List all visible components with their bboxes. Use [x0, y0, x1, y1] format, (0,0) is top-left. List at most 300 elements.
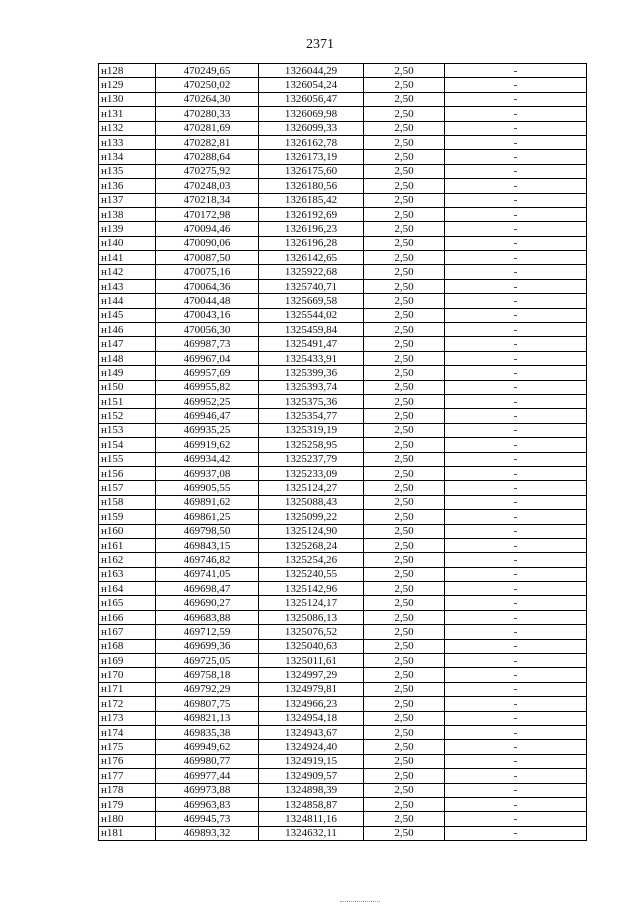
- error-value-cell: 2,50: [364, 769, 445, 783]
- note-cell: -: [445, 697, 587, 711]
- table-row: [99, 495, 587, 509]
- y-coordinate-cell: 1326180,56: [259, 179, 364, 193]
- table-row: [99, 78, 587, 92]
- table-row: [99, 481, 587, 495]
- y-coordinate-cell: 1325254,26: [259, 553, 364, 567]
- table-row: [99, 351, 587, 365]
- note-cell: -: [445, 423, 587, 437]
- error-value-cell: 2,50: [364, 654, 445, 668]
- note-cell: -: [445, 121, 587, 135]
- error-value-cell: 2,50: [364, 193, 445, 207]
- table-row: [99, 553, 587, 567]
- x-coordinate-cell: 470172,98: [156, 207, 259, 221]
- error-value-cell: 2,50: [364, 567, 445, 581]
- y-coordinate-cell: 1325669,58: [259, 294, 364, 308]
- table-row: [99, 236, 587, 250]
- note-cell: -: [445, 797, 587, 811]
- point-id-cell: н157: [99, 481, 156, 495]
- point-id-cell: н181: [99, 826, 156, 840]
- error-value-cell: 2,50: [364, 92, 445, 106]
- table-row: [99, 251, 587, 265]
- x-coordinate-cell: 469967,04: [156, 351, 259, 365]
- y-coordinate-cell: 1326173,19: [259, 150, 364, 164]
- y-coordinate-cell: 1325124,27: [259, 481, 364, 495]
- y-coordinate-cell: 1325319,19: [259, 423, 364, 437]
- y-coordinate-cell: 1326185,42: [259, 193, 364, 207]
- x-coordinate-cell: 469698,47: [156, 582, 259, 596]
- y-coordinate-cell: 1324954,18: [259, 711, 364, 725]
- table-row: [99, 797, 587, 811]
- point-id-cell: н148: [99, 351, 156, 365]
- error-value-cell: 2,50: [364, 582, 445, 596]
- point-id-cell: н152: [99, 409, 156, 423]
- note-cell: -: [445, 668, 587, 682]
- error-value-cell: 2,50: [364, 481, 445, 495]
- point-id-cell: н142: [99, 265, 156, 279]
- note-cell: -: [445, 164, 587, 178]
- y-coordinate-cell: 1325076,52: [259, 625, 364, 639]
- error-value-cell: 2,50: [364, 783, 445, 797]
- x-coordinate-cell: 469937,08: [156, 466, 259, 480]
- table-row: [99, 682, 587, 696]
- table-row: [99, 510, 587, 524]
- point-id-cell: н138: [99, 207, 156, 221]
- table-row: [99, 179, 587, 193]
- note-cell: -: [445, 380, 587, 394]
- point-id-cell: н160: [99, 524, 156, 538]
- point-id-cell: н179: [99, 797, 156, 811]
- error-value-cell: 2,50: [364, 337, 445, 351]
- error-value-cell: 2,50: [364, 826, 445, 840]
- note-cell: -: [445, 625, 587, 639]
- point-id-cell: н149: [99, 366, 156, 380]
- point-id-cell: н173: [99, 711, 156, 725]
- table-row: [99, 567, 587, 581]
- error-value-cell: 2,50: [364, 524, 445, 538]
- point-id-cell: н166: [99, 610, 156, 624]
- table-row: [99, 279, 587, 293]
- note-cell: -: [445, 308, 587, 322]
- error-value-cell: 2,50: [364, 409, 445, 423]
- x-coordinate-cell: 469690,27: [156, 596, 259, 610]
- y-coordinate-cell: 1325354,77: [259, 409, 364, 423]
- x-coordinate-cell: 469712,59: [156, 625, 259, 639]
- error-value-cell: 2,50: [364, 423, 445, 437]
- y-coordinate-cell: 1326196,23: [259, 222, 364, 236]
- point-id-cell: н143: [99, 279, 156, 293]
- table-row: [99, 783, 587, 797]
- point-id-cell: н136: [99, 179, 156, 193]
- point-id-cell: н161: [99, 538, 156, 552]
- x-coordinate-cell: 470064,36: [156, 279, 259, 293]
- x-coordinate-cell: 469952,25: [156, 394, 259, 408]
- y-coordinate-cell: 1326069,98: [259, 107, 364, 121]
- error-value-cell: 2,50: [364, 754, 445, 768]
- x-coordinate-cell: 470044,48: [156, 294, 259, 308]
- x-coordinate-cell: 469893,32: [156, 826, 259, 840]
- x-coordinate-cell: 469905,55: [156, 481, 259, 495]
- table-row: [99, 812, 587, 826]
- note-cell: -: [445, 639, 587, 653]
- note-cell: -: [445, 466, 587, 480]
- y-coordinate-cell: 1326054,24: [259, 78, 364, 92]
- note-cell: -: [445, 711, 587, 725]
- note-cell: -: [445, 92, 587, 106]
- note-cell: -: [445, 610, 587, 624]
- coordinates-table: [98, 63, 587, 841]
- y-coordinate-cell: 1324943,67: [259, 725, 364, 739]
- table-row: [99, 265, 587, 279]
- point-id-cell: н135: [99, 164, 156, 178]
- note-cell: -: [445, 409, 587, 423]
- table-row: [99, 754, 587, 768]
- x-coordinate-cell: 470281,69: [156, 121, 259, 135]
- y-coordinate-cell: 1325088,43: [259, 495, 364, 509]
- error-value-cell: 2,50: [364, 394, 445, 408]
- note-cell: -: [445, 567, 587, 581]
- table-row: [99, 92, 587, 106]
- note-cell: -: [445, 351, 587, 365]
- x-coordinate-cell: 469725,05: [156, 654, 259, 668]
- point-id-cell: н133: [99, 135, 156, 149]
- note-cell: -: [445, 740, 587, 754]
- y-coordinate-cell: 1324632,11: [259, 826, 364, 840]
- x-coordinate-cell: 469934,42: [156, 452, 259, 466]
- point-id-cell: н145: [99, 308, 156, 322]
- point-id-cell: н158: [99, 495, 156, 509]
- point-id-cell: н137: [99, 193, 156, 207]
- y-coordinate-cell: 1324924,40: [259, 740, 364, 754]
- point-id-cell: н177: [99, 769, 156, 783]
- y-coordinate-cell: 1324979,81: [259, 682, 364, 696]
- note-cell: -: [445, 150, 587, 164]
- x-coordinate-cell: 469746,82: [156, 553, 259, 567]
- note-cell: -: [445, 222, 587, 236]
- x-coordinate-cell: 469955,82: [156, 380, 259, 394]
- point-id-cell: н159: [99, 510, 156, 524]
- point-id-cell: н156: [99, 466, 156, 480]
- note-cell: -: [445, 236, 587, 250]
- note-cell: -: [445, 769, 587, 783]
- table-row: [99, 740, 587, 754]
- x-coordinate-cell: 470282,81: [156, 135, 259, 149]
- note-cell: -: [445, 279, 587, 293]
- y-coordinate-cell: 1325124,17: [259, 596, 364, 610]
- note-cell: -: [445, 582, 587, 596]
- y-coordinate-cell: 1325491,47: [259, 337, 364, 351]
- error-value-cell: 2,50: [364, 596, 445, 610]
- note-cell: -: [445, 207, 587, 221]
- table-row: [99, 452, 587, 466]
- x-coordinate-cell: 469843,15: [156, 538, 259, 552]
- point-id-cell: н174: [99, 725, 156, 739]
- error-value-cell: 2,50: [364, 323, 445, 337]
- x-coordinate-cell: 470275,92: [156, 164, 259, 178]
- table-row: [99, 308, 587, 322]
- table-row: [99, 366, 587, 380]
- x-coordinate-cell: 469891,62: [156, 495, 259, 509]
- note-cell: -: [445, 179, 587, 193]
- x-coordinate-cell: 470090,06: [156, 236, 259, 250]
- x-coordinate-cell: 470250,02: [156, 78, 259, 92]
- table-row: [99, 337, 587, 351]
- note-cell: -: [445, 64, 587, 78]
- error-value-cell: 2,50: [364, 438, 445, 452]
- note-cell: -: [445, 294, 587, 308]
- y-coordinate-cell: 1325086,13: [259, 610, 364, 624]
- table-row: [99, 394, 587, 408]
- x-coordinate-cell: 469977,44: [156, 769, 259, 783]
- y-coordinate-cell: 1325011,61: [259, 654, 364, 668]
- table-row: [99, 380, 587, 394]
- table-row: [99, 582, 587, 596]
- y-coordinate-cell: 1324909,57: [259, 769, 364, 783]
- x-coordinate-cell: 470094,46: [156, 222, 259, 236]
- y-coordinate-cell: 1326192,69: [259, 207, 364, 221]
- y-coordinate-cell: 1325268,24: [259, 538, 364, 552]
- x-coordinate-cell: 470280,33: [156, 107, 259, 121]
- x-coordinate-cell: 470056,30: [156, 323, 259, 337]
- y-coordinate-cell: 1324811,16: [259, 812, 364, 826]
- y-coordinate-cell: 1326056,47: [259, 92, 364, 106]
- x-coordinate-cell: 469919,62: [156, 438, 259, 452]
- error-value-cell: 2,50: [364, 107, 445, 121]
- note-cell: -: [445, 337, 587, 351]
- x-coordinate-cell: 470288,64: [156, 150, 259, 164]
- note-cell: -: [445, 826, 587, 840]
- x-coordinate-cell: 469835,38: [156, 725, 259, 739]
- point-id-cell: н168: [99, 639, 156, 653]
- y-coordinate-cell: 1325233,09: [259, 466, 364, 480]
- note-cell: -: [445, 452, 587, 466]
- point-id-cell: н163: [99, 567, 156, 581]
- error-value-cell: 2,50: [364, 725, 445, 739]
- x-coordinate-cell: 469758,18: [156, 668, 259, 682]
- table-row: [99, 207, 587, 221]
- error-value-cell: 2,50: [364, 668, 445, 682]
- note-cell: -: [445, 193, 587, 207]
- table-row: [99, 135, 587, 149]
- note-cell: -: [445, 135, 587, 149]
- error-value-cell: 2,50: [364, 538, 445, 552]
- point-id-cell: н178: [99, 783, 156, 797]
- note-cell: -: [445, 366, 587, 380]
- x-coordinate-cell: 469963,83: [156, 797, 259, 811]
- point-id-cell: н128: [99, 64, 156, 78]
- x-coordinate-cell: 470249,65: [156, 64, 259, 78]
- error-value-cell: 2,50: [364, 207, 445, 221]
- y-coordinate-cell: 1325237,79: [259, 452, 364, 466]
- error-value-cell: 2,50: [364, 380, 445, 394]
- x-coordinate-cell: 470264,30: [156, 92, 259, 106]
- error-value-cell: 2,50: [364, 179, 445, 193]
- error-value-cell: 2,50: [364, 625, 445, 639]
- y-coordinate-cell: 1324966,23: [259, 697, 364, 711]
- point-id-cell: н171: [99, 682, 156, 696]
- table-row: [99, 438, 587, 452]
- table-row: [99, 409, 587, 423]
- y-coordinate-cell: 1325099,22: [259, 510, 364, 524]
- y-coordinate-cell: 1326142,65: [259, 251, 364, 265]
- y-coordinate-cell: 1325124,90: [259, 524, 364, 538]
- note-cell: -: [445, 754, 587, 768]
- error-value-cell: 2,50: [364, 639, 445, 653]
- error-value-cell: 2,50: [364, 740, 445, 754]
- table-row: [99, 164, 587, 178]
- error-value-cell: 2,50: [364, 351, 445, 365]
- table-row: [99, 423, 587, 437]
- table-row: [99, 596, 587, 610]
- point-id-cell: н170: [99, 668, 156, 682]
- error-value-cell: 2,50: [364, 279, 445, 293]
- table-row: [99, 193, 587, 207]
- point-id-cell: н169: [99, 654, 156, 668]
- y-coordinate-cell: 1325740,71: [259, 279, 364, 293]
- y-coordinate-cell: 1325040,63: [259, 639, 364, 653]
- table-row: [99, 625, 587, 639]
- table-row: [99, 826, 587, 840]
- x-coordinate-cell: 470075,16: [156, 265, 259, 279]
- note-cell: -: [445, 265, 587, 279]
- y-coordinate-cell: 1325459,84: [259, 323, 364, 337]
- error-value-cell: 2,50: [364, 251, 445, 265]
- error-value-cell: 2,50: [364, 682, 445, 696]
- note-cell: -: [445, 438, 587, 452]
- point-id-cell: н141: [99, 251, 156, 265]
- x-coordinate-cell: 469946,47: [156, 409, 259, 423]
- x-coordinate-cell: 469973,88: [156, 783, 259, 797]
- y-coordinate-cell: 1325393,74: [259, 380, 364, 394]
- point-id-cell: н154: [99, 438, 156, 452]
- y-coordinate-cell: 1326044,29: [259, 64, 364, 78]
- note-cell: -: [445, 596, 587, 610]
- table-row: [99, 639, 587, 653]
- note-cell: -: [445, 251, 587, 265]
- table-row: [99, 150, 587, 164]
- error-value-cell: 2,50: [364, 797, 445, 811]
- coordinates-table-body: [99, 64, 587, 841]
- table-row: [99, 769, 587, 783]
- point-id-cell: н162: [99, 553, 156, 567]
- x-coordinate-cell: 469987,73: [156, 337, 259, 351]
- point-id-cell: н167: [99, 625, 156, 639]
- point-id-cell: н155: [99, 452, 156, 466]
- x-coordinate-cell: 470087,50: [156, 251, 259, 265]
- x-coordinate-cell: 469741,05: [156, 567, 259, 581]
- y-coordinate-cell: 1325433,91: [259, 351, 364, 365]
- error-value-cell: 2,50: [364, 366, 445, 380]
- table-row: [99, 294, 587, 308]
- note-cell: -: [445, 481, 587, 495]
- note-cell: -: [445, 725, 587, 739]
- error-value-cell: 2,50: [364, 495, 445, 509]
- x-coordinate-cell: 470248,03: [156, 179, 259, 193]
- x-coordinate-cell: 469792,29: [156, 682, 259, 696]
- x-coordinate-cell: 469807,75: [156, 697, 259, 711]
- table-row: [99, 466, 587, 480]
- x-coordinate-cell: 469935,25: [156, 423, 259, 437]
- point-id-cell: н139: [99, 222, 156, 236]
- error-value-cell: 2,50: [364, 812, 445, 826]
- point-id-cell: н153: [99, 423, 156, 437]
- note-cell: -: [445, 323, 587, 337]
- note-cell: -: [445, 78, 587, 92]
- y-coordinate-cell: 1325399,36: [259, 366, 364, 380]
- note-cell: -: [445, 524, 587, 538]
- error-value-cell: 2,50: [364, 236, 445, 250]
- table-row: [99, 323, 587, 337]
- table-row: [99, 64, 587, 78]
- y-coordinate-cell: 1324919,15: [259, 754, 364, 768]
- error-value-cell: 2,50: [364, 510, 445, 524]
- error-value-cell: 2,50: [364, 78, 445, 92]
- page-number: 2371: [306, 37, 334, 52]
- point-id-cell: н130: [99, 92, 156, 106]
- y-coordinate-cell: 1326175,60: [259, 164, 364, 178]
- point-id-cell: н131: [99, 107, 156, 121]
- error-value-cell: 2,50: [364, 452, 445, 466]
- error-value-cell: 2,50: [364, 711, 445, 725]
- error-value-cell: 2,50: [364, 135, 445, 149]
- y-coordinate-cell: 1325240,55: [259, 567, 364, 581]
- point-id-cell: н134: [99, 150, 156, 164]
- x-coordinate-cell: 470218,34: [156, 193, 259, 207]
- table-row: [99, 121, 587, 135]
- table-row: [99, 107, 587, 121]
- point-id-cell: н146: [99, 323, 156, 337]
- point-id-cell: н140: [99, 236, 156, 250]
- x-coordinate-cell: 470043,16: [156, 308, 259, 322]
- note-cell: -: [445, 682, 587, 696]
- note-cell: -: [445, 107, 587, 121]
- error-value-cell: 2,50: [364, 553, 445, 567]
- y-coordinate-cell: 1326162,78: [259, 135, 364, 149]
- y-coordinate-cell: 1325544,02: [259, 308, 364, 322]
- point-id-cell: н147: [99, 337, 156, 351]
- point-id-cell: н175: [99, 740, 156, 754]
- y-coordinate-cell: 1325922,68: [259, 265, 364, 279]
- table-row: [99, 524, 587, 538]
- table-row: [99, 668, 587, 682]
- table-row: [99, 610, 587, 624]
- point-id-cell: н129: [99, 78, 156, 92]
- y-coordinate-cell: 1324898,39: [259, 783, 364, 797]
- table-row: [99, 697, 587, 711]
- error-value-cell: 2,50: [364, 64, 445, 78]
- y-coordinate-cell: 1326099,33: [259, 121, 364, 135]
- x-coordinate-cell: 469861,25: [156, 510, 259, 524]
- error-value-cell: 2,50: [364, 697, 445, 711]
- error-value-cell: 2,50: [364, 466, 445, 480]
- x-coordinate-cell: 469798,50: [156, 524, 259, 538]
- scan-edge-mark: [340, 901, 380, 903]
- note-cell: -: [445, 783, 587, 797]
- x-coordinate-cell: 469949,62: [156, 740, 259, 754]
- point-id-cell: н150: [99, 380, 156, 394]
- y-coordinate-cell: 1326196,28: [259, 236, 364, 250]
- error-value-cell: 2,50: [364, 222, 445, 236]
- x-coordinate-cell: 469945,73: [156, 812, 259, 826]
- point-id-cell: н180: [99, 812, 156, 826]
- point-id-cell: н165: [99, 596, 156, 610]
- y-coordinate-cell: 1325258,95: [259, 438, 364, 452]
- error-value-cell: 2,50: [364, 164, 445, 178]
- error-value-cell: 2,50: [364, 294, 445, 308]
- x-coordinate-cell: 469683,88: [156, 610, 259, 624]
- error-value-cell: 2,50: [364, 308, 445, 322]
- note-cell: -: [445, 538, 587, 552]
- note-cell: -: [445, 495, 587, 509]
